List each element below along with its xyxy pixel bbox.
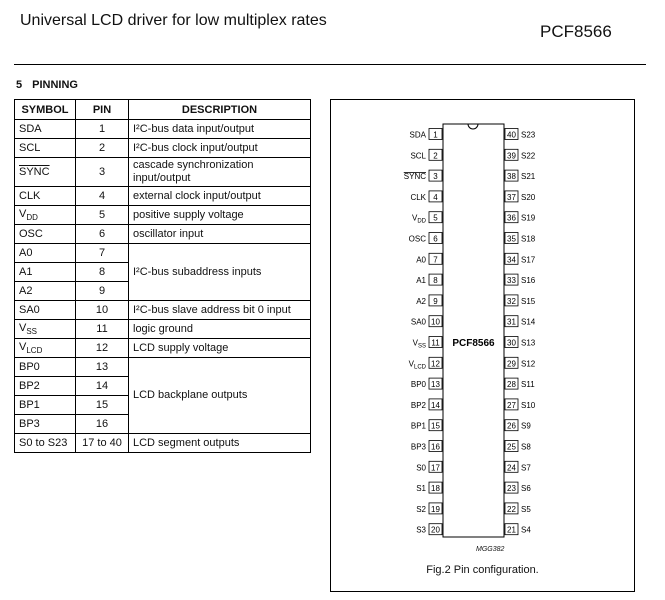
pin-name-label <box>413 339 426 350</box>
pin-name-text: S9 <box>521 421 531 431</box>
pin-number-label: 19 <box>431 504 440 514</box>
table-row <box>15 301 311 320</box>
pin-name-text: SCL <box>410 151 426 161</box>
pin-number-label: 22 <box>507 504 516 514</box>
pin-name-label <box>521 193 536 202</box>
pin-number: 12 <box>76 339 129 358</box>
pin-number-label: 25 <box>507 442 516 452</box>
pin-symbol <box>15 263 76 282</box>
pin-name-text: A1 <box>416 276 426 286</box>
pin-name-text: S8 <box>521 442 531 452</box>
pin-symbol <box>15 187 76 206</box>
pin-symbol <box>15 301 76 320</box>
pin-symbol <box>15 225 76 244</box>
pin-number-label: 31 <box>507 317 516 327</box>
pin-number-label: 9 <box>433 296 438 306</box>
table-row <box>15 187 311 206</box>
pin-name-label <box>521 339 536 348</box>
pin-number-label: 35 <box>507 234 516 244</box>
pin-name-subscript: DD <box>417 218 426 225</box>
pin-name-text: S18 <box>521 234 536 244</box>
pin-number: 14 <box>76 377 129 396</box>
pin-name-text: SYNC <box>403 172 426 182</box>
pin-number-label: 20 <box>431 525 440 535</box>
pin-number-label: 30 <box>507 338 516 348</box>
pin-number-label: 12 <box>431 359 440 369</box>
pin-description: LCD backplane outputs <box>129 358 311 434</box>
pin-name-label <box>521 505 531 514</box>
pin-number: 5 <box>76 206 129 225</box>
pin-symbol <box>15 358 76 377</box>
pin-description: I²C-bus clock input/output <box>129 139 311 158</box>
pin-name-text: BP3 <box>410 442 426 452</box>
pin-name-text: S1 <box>416 484 426 494</box>
symbol-text: BP3 <box>19 418 40 430</box>
pin-name-text: BP1 <box>410 421 426 431</box>
pin-name-text: S12 <box>521 359 536 369</box>
table-row <box>15 434 311 453</box>
table-row <box>15 206 311 225</box>
pin-number-label: 2 <box>433 151 438 161</box>
pin-name-label <box>521 235 536 244</box>
symbol-text: BP2 <box>19 380 40 392</box>
pin-name-label <box>409 235 427 244</box>
pin-name-text: S15 <box>521 296 536 306</box>
pin-name-label <box>521 297 536 306</box>
pin-symbol <box>15 377 76 396</box>
pin-description: I²C-bus data input/output <box>129 120 311 139</box>
pin-description: I²C-bus slave address bit 0 input <box>129 301 311 320</box>
pin-number-label: 36 <box>507 213 516 223</box>
pin-number-label: 4 <box>433 192 438 202</box>
pin-number: 13 <box>76 358 129 377</box>
pin-name-text: S10 <box>521 400 536 410</box>
pin-number-label: 17 <box>431 463 440 473</box>
pin-number-label: 18 <box>431 484 440 494</box>
pin-name-label <box>416 276 426 285</box>
pin-name-text: S6 <box>521 484 531 494</box>
section-title: PINNING <box>32 79 78 91</box>
header-description: DESCRIPTION <box>129 100 311 120</box>
pin-description: oscillator input <box>129 225 311 244</box>
pin-name-text: SA0 <box>410 317 426 327</box>
pin-number-label: 10 <box>431 317 440 327</box>
pin-name-text: A0 <box>416 255 426 265</box>
symbol-text: S0 to S23 <box>19 437 68 449</box>
pin-name-text: S21 <box>521 172 536 182</box>
pin-name-text: OSC <box>408 234 426 244</box>
pin-number-label: 32 <box>507 296 516 306</box>
pin-name-label <box>521 131 536 140</box>
pin-name-label <box>411 422 427 431</box>
pin-symbol <box>15 320 76 339</box>
symbol-text: A1 <box>19 266 33 278</box>
pin-symbol <box>15 120 76 139</box>
symbol-text: SDA <box>19 123 42 135</box>
pin-name-label <box>411 401 427 410</box>
symbol-text: SYNC <box>19 166 50 178</box>
pin-name-label <box>409 359 427 370</box>
figure-caption: Fig.2 Pin configuration. <box>426 564 539 576</box>
pin-name-text: S5 <box>521 504 531 514</box>
pin-number-label: 13 <box>431 380 440 390</box>
pin-name-label <box>411 380 427 389</box>
pin-name-text: S17 <box>521 255 536 265</box>
pin-number-label: 6 <box>433 234 438 244</box>
pin-name-label <box>521 463 531 472</box>
symbol-subscript: SS <box>26 327 38 337</box>
pin-name-text: V <box>411 213 418 223</box>
pin-name-label <box>521 484 531 493</box>
table-row <box>15 320 311 339</box>
pin-number-label: 8 <box>433 276 438 286</box>
pin-number-label: 28 <box>507 380 516 390</box>
pin-name-label <box>416 297 426 306</box>
pin-number: 3 <box>76 158 129 187</box>
pin-number: 6 <box>76 225 129 244</box>
symbol-text: BP0 <box>19 361 40 373</box>
pin-number-label: 15 <box>431 421 440 431</box>
document-title: Universal LCD driver for low multiplex rates <box>20 12 327 29</box>
pin-number-label: 27 <box>507 400 516 410</box>
table-header-row <box>15 100 311 120</box>
symbol-subscript: DD <box>26 213 38 223</box>
header-symbol: SYMBOL <box>15 100 76 120</box>
pin-name-label <box>404 172 426 181</box>
pin-name-label <box>521 151 536 160</box>
pin-name-text: S0 <box>416 463 426 473</box>
pin-symbol <box>15 158 76 187</box>
pin-number-label: 40 <box>507 130 516 140</box>
symbol-text: CLK <box>19 190 41 202</box>
pin-name-text: A2 <box>416 296 426 306</box>
pin-symbol <box>15 206 76 225</box>
pin-name-label <box>521 401 536 410</box>
pin-description: I²C-bus subaddress inputs <box>129 244 311 301</box>
pin-number-label: 24 <box>507 463 516 473</box>
pin-name-label <box>410 131 427 140</box>
pin-name-text: S13 <box>521 338 536 348</box>
symbol-text: BP1 <box>19 399 40 411</box>
pin-number: 9 <box>76 282 129 301</box>
pin-number: 2 <box>76 139 129 158</box>
pin-symbol <box>15 434 76 453</box>
pin-name-text: S2 <box>416 504 426 514</box>
part-number: PCF8566 <box>540 22 612 41</box>
figure-code: MGG382 <box>476 546 505 553</box>
pin-name-text: S14 <box>521 317 536 327</box>
pin-number-label: 23 <box>507 484 516 494</box>
pin-name-label <box>521 359 536 368</box>
pin-configuration-figure <box>330 99 635 592</box>
pin-name-label <box>416 484 426 493</box>
pin-number: 11 <box>76 320 129 339</box>
pin-name-label <box>521 172 536 181</box>
pinning-table <box>14 99 311 453</box>
section-heading <box>16 79 78 91</box>
pin-number-label: 11 <box>431 338 440 348</box>
symbol-text: A2 <box>19 285 33 297</box>
table-row <box>15 158 311 187</box>
pin-number-label: 26 <box>507 421 516 431</box>
pin-number-label: 29 <box>507 359 516 369</box>
table-row <box>15 358 311 377</box>
pin-name-text: BP2 <box>410 400 426 410</box>
pin-name-label <box>416 505 426 514</box>
pin-description: external clock input/output <box>129 187 311 206</box>
pin-number-label: 39 <box>507 151 516 161</box>
pin-name-label <box>411 443 427 452</box>
pin-name-label <box>410 151 426 160</box>
pin-symbol <box>15 396 76 415</box>
pin-symbol <box>15 339 76 358</box>
symbol-text: SA0 <box>19 304 40 316</box>
pin-symbol <box>15 244 76 263</box>
pin-name-label <box>416 526 426 535</box>
pin-name-text: S7 <box>521 463 531 473</box>
symbol-text: V <box>19 340 27 353</box>
chip-label: PCF8566 <box>452 338 495 349</box>
pin-name-label <box>521 422 531 431</box>
pin-symbol <box>15 282 76 301</box>
pin-description: cascade synchronization input/output <box>129 158 311 187</box>
pin-name-text: BP0 <box>410 380 426 390</box>
pin-number: 7 <box>76 244 129 263</box>
pin-number-label: 7 <box>433 255 438 265</box>
table-row <box>15 244 311 263</box>
pin-number: 17 to 40 <box>76 434 129 453</box>
pin-number-label: 33 <box>507 276 516 286</box>
pin-name-label <box>416 255 426 264</box>
pin-name-text: SDA <box>409 130 426 140</box>
chip-diagram <box>331 100 634 591</box>
pin-number: 15 <box>76 396 129 415</box>
table-row <box>15 225 311 244</box>
pin-description: positive supply voltage <box>129 206 311 225</box>
pin-number-label: 3 <box>433 172 438 182</box>
pin-name-text: S4 <box>521 525 531 535</box>
pin-name-text: V <box>412 338 418 348</box>
pin-name-text: S16 <box>521 276 536 286</box>
pin-symbol <box>15 415 76 434</box>
pin-name-label <box>416 463 426 472</box>
pin-number-label: 21 <box>507 525 516 535</box>
pin-number-label: 16 <box>431 442 440 452</box>
chip-body <box>443 124 504 537</box>
pin-number: 8 <box>76 263 129 282</box>
section-number: 5 <box>16 79 23 91</box>
table-row <box>15 120 311 139</box>
symbol-text: OSC <box>19 228 43 240</box>
pin-number: 4 <box>76 187 129 206</box>
pin-name-subscript: LCD <box>413 364 426 371</box>
pin-name-text: S19 <box>521 213 536 223</box>
table-row <box>15 339 311 358</box>
pin-number: 10 <box>76 301 129 320</box>
pin-number: 16 <box>76 415 129 434</box>
pin-description: logic ground <box>129 320 311 339</box>
symbol-text: V <box>19 207 27 220</box>
pin-name-text: S20 <box>521 192 536 202</box>
pin-name-label <box>521 318 536 327</box>
symbol-text: V <box>19 321 27 334</box>
header-pin: PIN <box>76 100 129 120</box>
pin-name-subscript: SS <box>417 343 426 350</box>
pin-name-label <box>521 276 536 285</box>
pin-number-label: 38 <box>507 172 516 182</box>
symbol-text: A0 <box>19 247 33 259</box>
pin-number: 1 <box>76 120 129 139</box>
symbol-text: SCL <box>19 142 41 154</box>
pin-name-label <box>521 526 531 535</box>
pin-name-label <box>411 318 427 327</box>
pin-description: LCD segment outputs <box>129 434 311 453</box>
pin-name-label <box>412 214 427 225</box>
pin-description: LCD supply voltage <box>129 339 311 358</box>
pin-name-text: S23 <box>521 130 536 140</box>
pin-name-text: S3 <box>416 525 426 535</box>
table-row <box>15 139 311 158</box>
pin-symbol <box>15 139 76 158</box>
pin-name-label <box>410 193 426 202</box>
pin-number-label: 34 <box>507 255 516 265</box>
pin-number-label: 37 <box>507 192 516 202</box>
pin-name-label <box>521 443 531 452</box>
pin-name-text: S11 <box>521 380 535 390</box>
pin-number-label: 5 <box>433 213 438 223</box>
pin-number-label: 14 <box>431 400 440 410</box>
pin-name-label <box>521 214 536 223</box>
pin-number-label: 1 <box>433 130 438 140</box>
header-divider <box>14 64 646 65</box>
pin-name-label <box>521 255 536 264</box>
pin-name-label <box>521 380 535 389</box>
pin-name-text: V <box>408 359 414 369</box>
symbol-subscript: LCD <box>26 346 43 356</box>
pin-name-text: S22 <box>521 151 536 161</box>
pin-name-text: CLK <box>410 192 426 202</box>
